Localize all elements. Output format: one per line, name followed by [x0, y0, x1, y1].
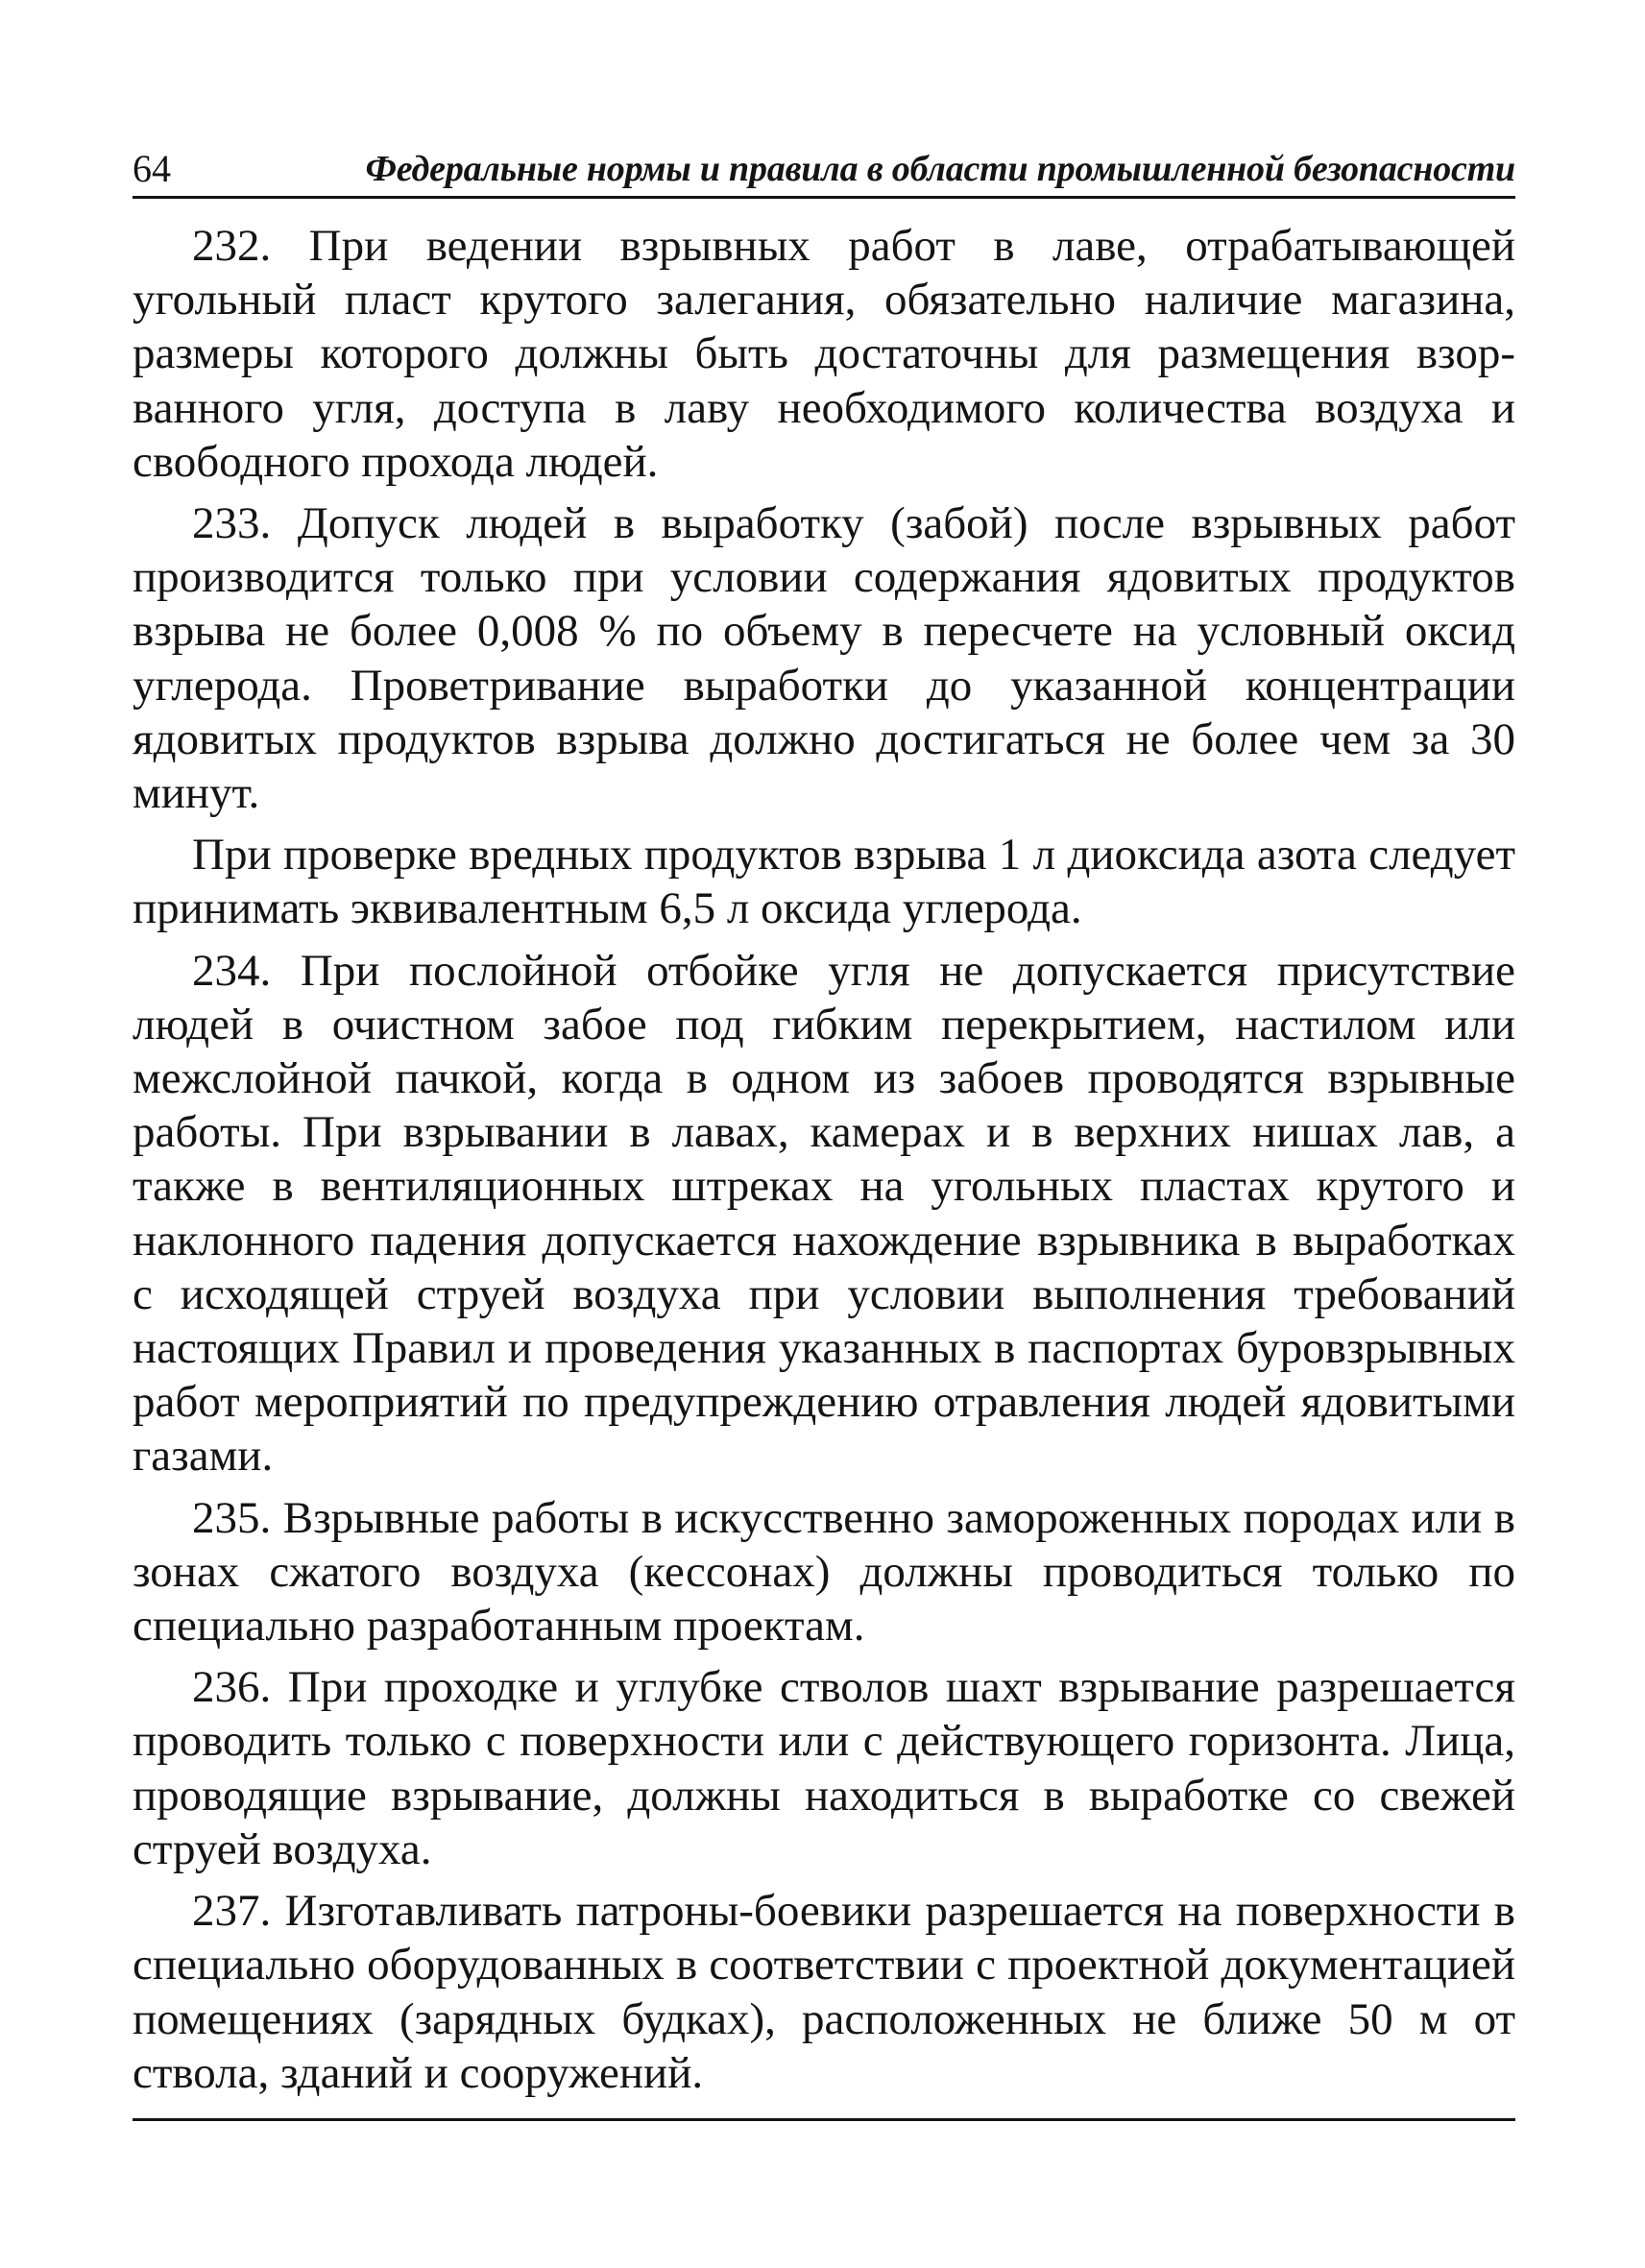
header-rule: [133, 196, 1515, 199]
page-number: 64: [133, 147, 171, 190]
paragraph-233-note: При проверке вредных продуктов взрыва 1 л диоксида азота следует принимать эквивалентным 6,5 л оксида углерода.: [133, 830, 1515, 934]
paragraph-232: 232. При ведении взрывных работ в лаве, отрабатывающей угольный пласт крутого залегания, обязательно наличие магазина, размеры которого должны быть достаточны для размещения взорванного угля, доступа в лаву необходимого количества воздуха и свободного прохода людей.: [133, 221, 1515, 487]
paragraph-235: 235. Взрывные работы в искусственно замороженных породах или в зонах сжатого воздуха (кессонах) должны проводиться только по специально разработанным проектам.: [133, 1492, 1515, 1652]
paragraph-234: 234. При послойной отбойке угля не допускается присутствие людей в очистном забое под гибким перекрытием, настилом или межслойной пачкой, когда в одном из забоев проводятся взрывные работы. При взрывании в лавах, камерах и в верхних нишах лав, а также в вентиляционных штреках на угольных пластах крутого и наклонного падения допускается нахождение взрывника в выработках с исходящей струей воздуха при условии выполнения требований настоящих Правил и проведения указанных в паспортах буровзрывных работ мероприятий по предупреждению отравления людей ядовитыми газами.: [133, 945, 1515, 1482]
paragraph-233: 233. Допуск людей в выработку (забой) после взрывных работ производится только при условии содержания ядовитых продуктов взрыва не более 0,008 % по объему в пересчете на условный оксид углерода. Проветривание выработки до указанной концентрации ядовитых продуктов взрыва должно достигаться не более чем за 30 минут.: [133, 498, 1515, 819]
footer-rule: [133, 2118, 1515, 2121]
running-title: Федеральные нормы и правила в области промышленной безопасности: [365, 149, 1515, 189]
paragraph-237: 237. Изготавливать патроны-боевики разрешается на поверхности в специально оборудованных в соответствии с проектной документацией помещениях (зарядных будках), расположенных не ближе 50 м от ствола, зданий и сооружений.: [133, 1886, 1515, 2098]
body-text: [133, 219, 1515, 2100]
paragraph-236: 236. При проходке и углубке стволов шахт взрывание разрешается проводить только с поверхности или с действующего горизонта. Лица, проводящие взрывание, должны находиться в выработке со свежей струей воздуха.: [133, 1662, 1515, 1874]
running-header: [133, 142, 1515, 196]
